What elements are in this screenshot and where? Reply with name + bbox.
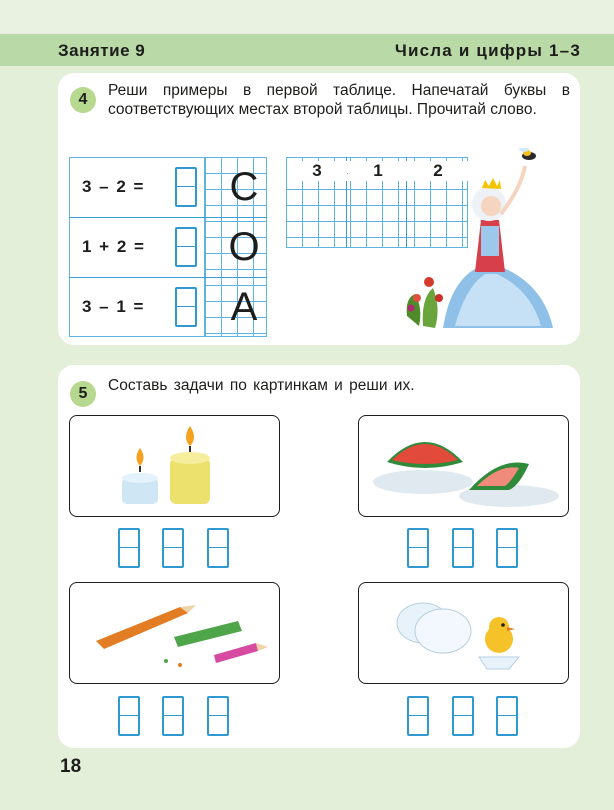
lesson-topic: Числа и цифры 1–3 <box>394 41 581 60</box>
equation-text: 3 – 2 = <box>81 175 144 199</box>
watermelon-icon <box>359 416 567 515</box>
page-number: 18 <box>60 756 82 777</box>
picture-pencils <box>69 582 280 684</box>
task-4-panel <box>58 73 580 345</box>
letter-a: А <box>230 285 258 329</box>
column-header: 1 <box>348 161 408 181</box>
task-5-text: Составь задачи по картинкам и реши их. <box>108 377 415 394</box>
digit-box[interactable] <box>407 696 429 736</box>
equation-text: 3 – 1 = <box>81 295 144 319</box>
candles-icon <box>70 416 278 515</box>
column-header: 2 <box>408 161 468 181</box>
digit-box[interactable] <box>452 528 474 568</box>
task-4-text: Реши примеры в первой таблице. Напечатай буквы в соответствующих местах второй таблицы. Прочитай слово. <box>108 82 570 118</box>
task-5-panel <box>58 365 580 748</box>
bee-icon <box>519 148 536 160</box>
picture-watermelon <box>358 415 569 517</box>
picture-eggs-and-chick <box>358 582 569 684</box>
lesson-title: Занятие 9 <box>58 41 146 60</box>
letter-s: С <box>229 165 259 209</box>
top-margin <box>0 0 614 34</box>
column-header: 3 <box>287 161 347 181</box>
answer-cell[interactable] <box>175 167 197 207</box>
digit-box[interactable] <box>162 696 184 736</box>
pencils-icon <box>70 583 278 682</box>
picture-candles <box>69 415 280 517</box>
equation-table <box>69 157 267 337</box>
answer-cell[interactable] <box>175 287 197 327</box>
digit-box[interactable] <box>207 696 229 736</box>
digit-box[interactable] <box>496 528 518 568</box>
answer-cell[interactable] <box>175 227 197 267</box>
digit-box[interactable] <box>118 696 140 736</box>
digit-box[interactable] <box>207 528 229 568</box>
digit-box[interactable] <box>118 528 140 568</box>
letter-o: О <box>228 225 260 269</box>
digit-box[interactable] <box>407 528 429 568</box>
princess-illustration <box>403 148 573 338</box>
digit-box[interactable] <box>496 696 518 736</box>
digit-box[interactable] <box>162 528 184 568</box>
eggs-and-chick-icon <box>359 583 567 682</box>
equation-text: 1 + 2 = <box>81 235 145 259</box>
digit-box[interactable] <box>452 696 474 736</box>
task-number-badge: 5 <box>70 381 96 407</box>
task-number-badge: 4 <box>70 87 96 113</box>
lesson-header <box>0 34 614 66</box>
